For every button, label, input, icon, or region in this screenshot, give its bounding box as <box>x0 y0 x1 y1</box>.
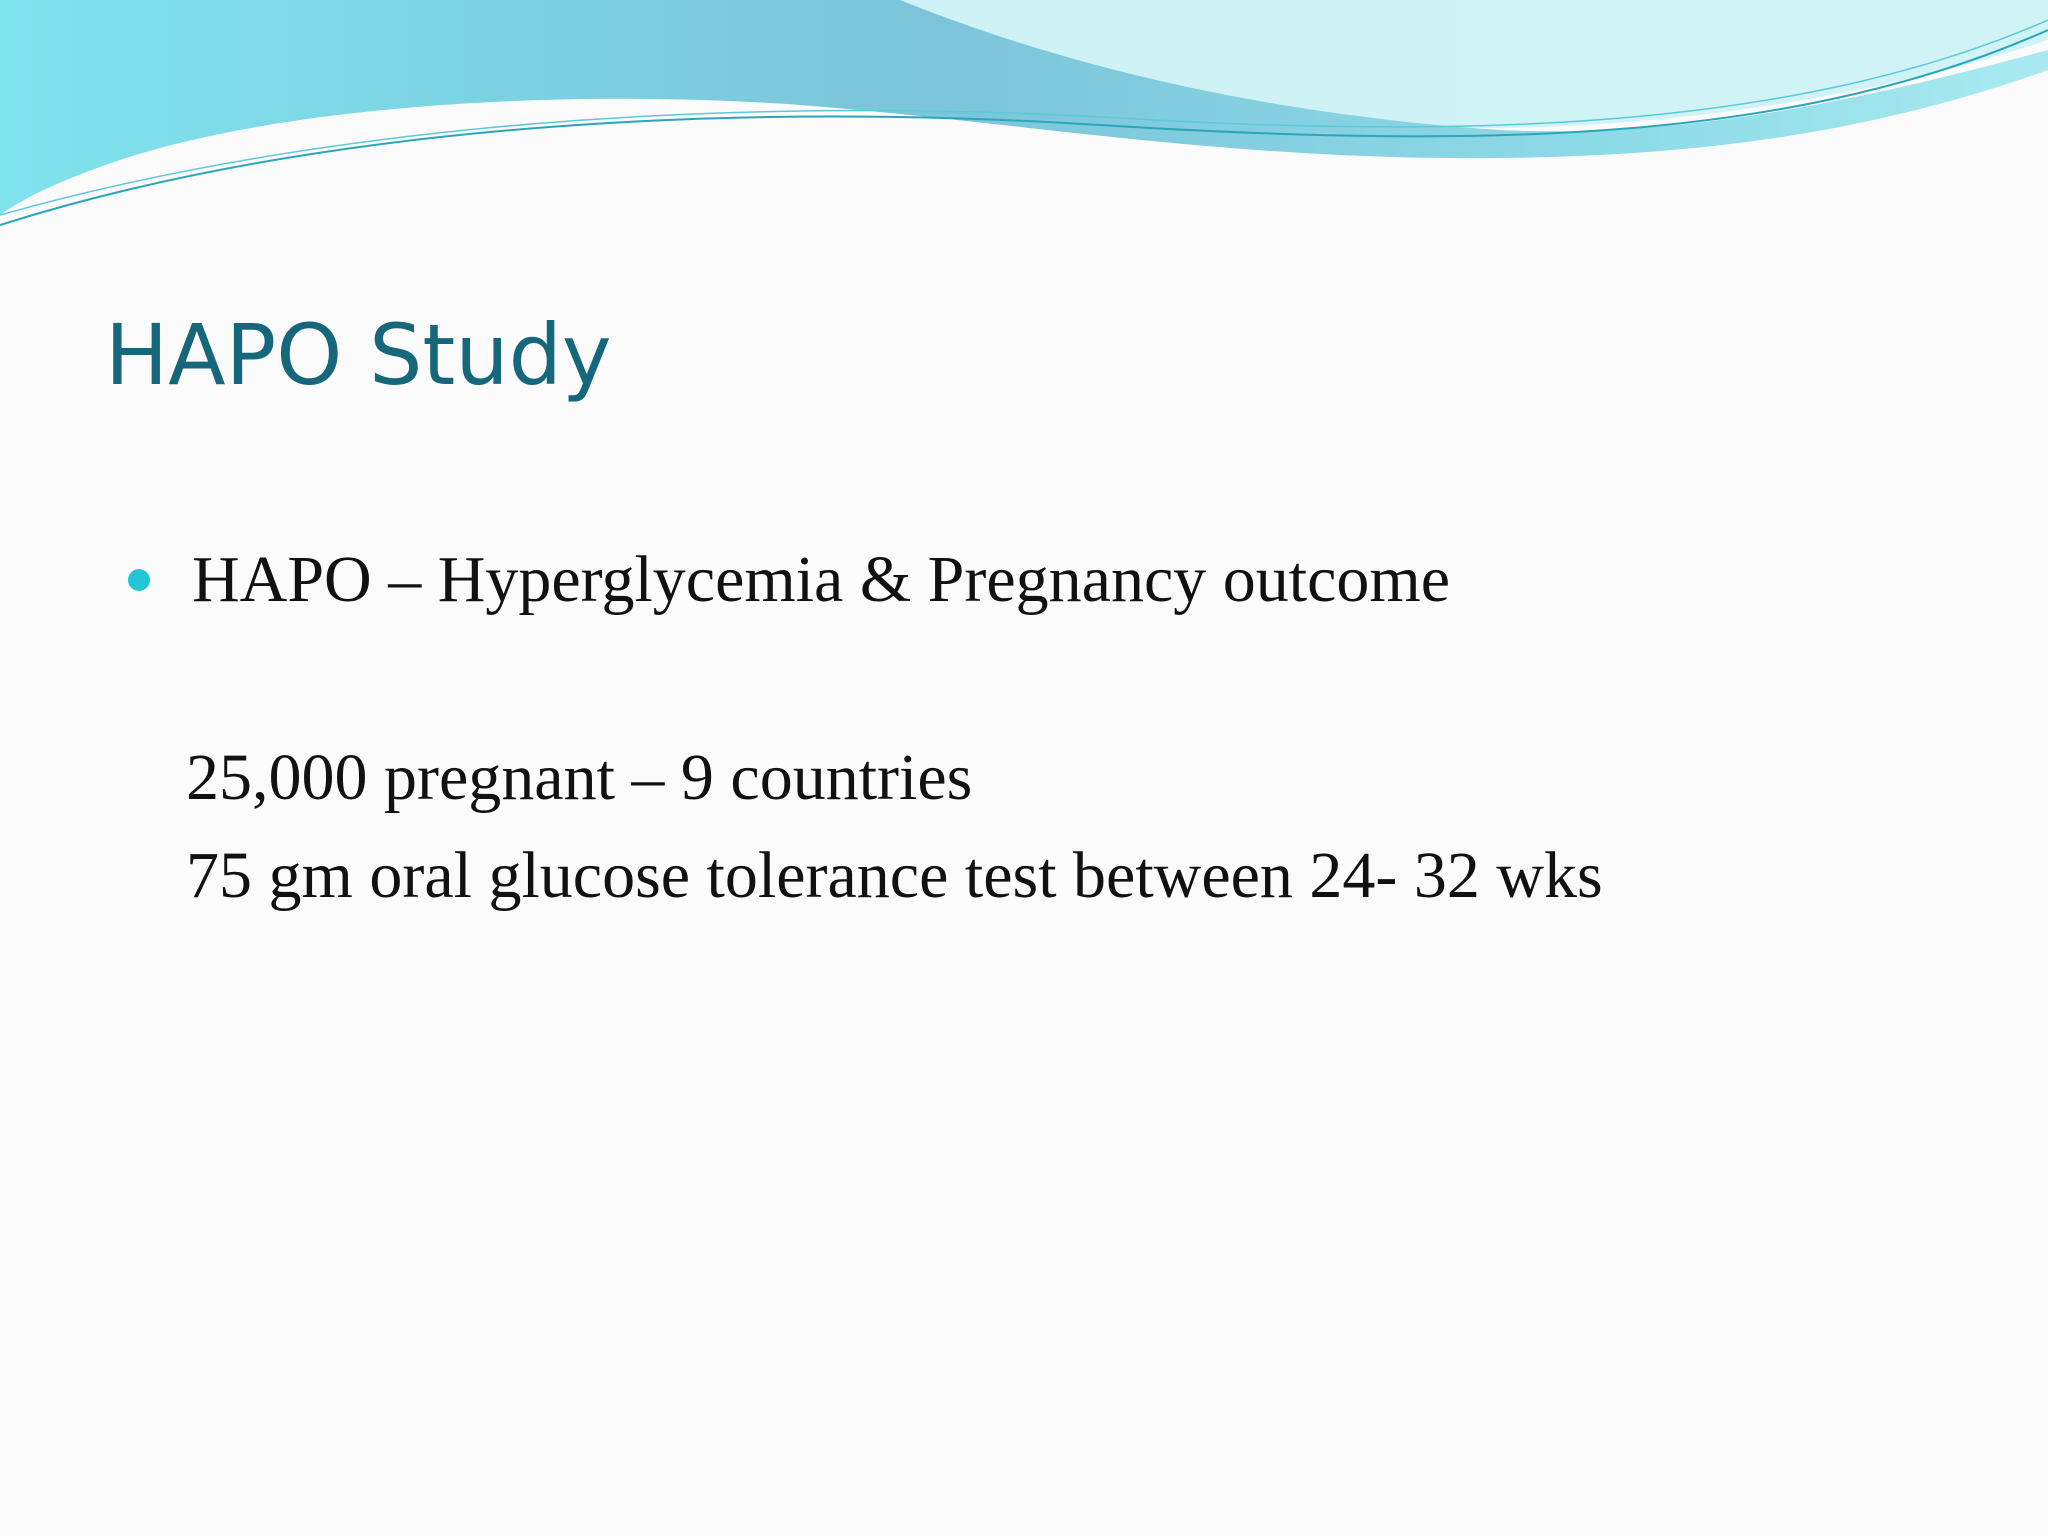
slide-title: HAPO Study <box>105 306 612 404</box>
bullet-dot-icon <box>128 569 150 591</box>
bullet-item <box>128 540 1450 620</box>
bullet-text: HAPO – Hyperglycemia & Pregnancy outcome <box>192 543 1450 616</box>
decorative-wave-header <box>0 0 2048 240</box>
sub-line-glucose-test: 75 gm oral glucose tolerance test between 24- 32 wks <box>186 839 1603 912</box>
sub-line-participants: 25,000 pregnant – 9 countries <box>186 741 973 814</box>
